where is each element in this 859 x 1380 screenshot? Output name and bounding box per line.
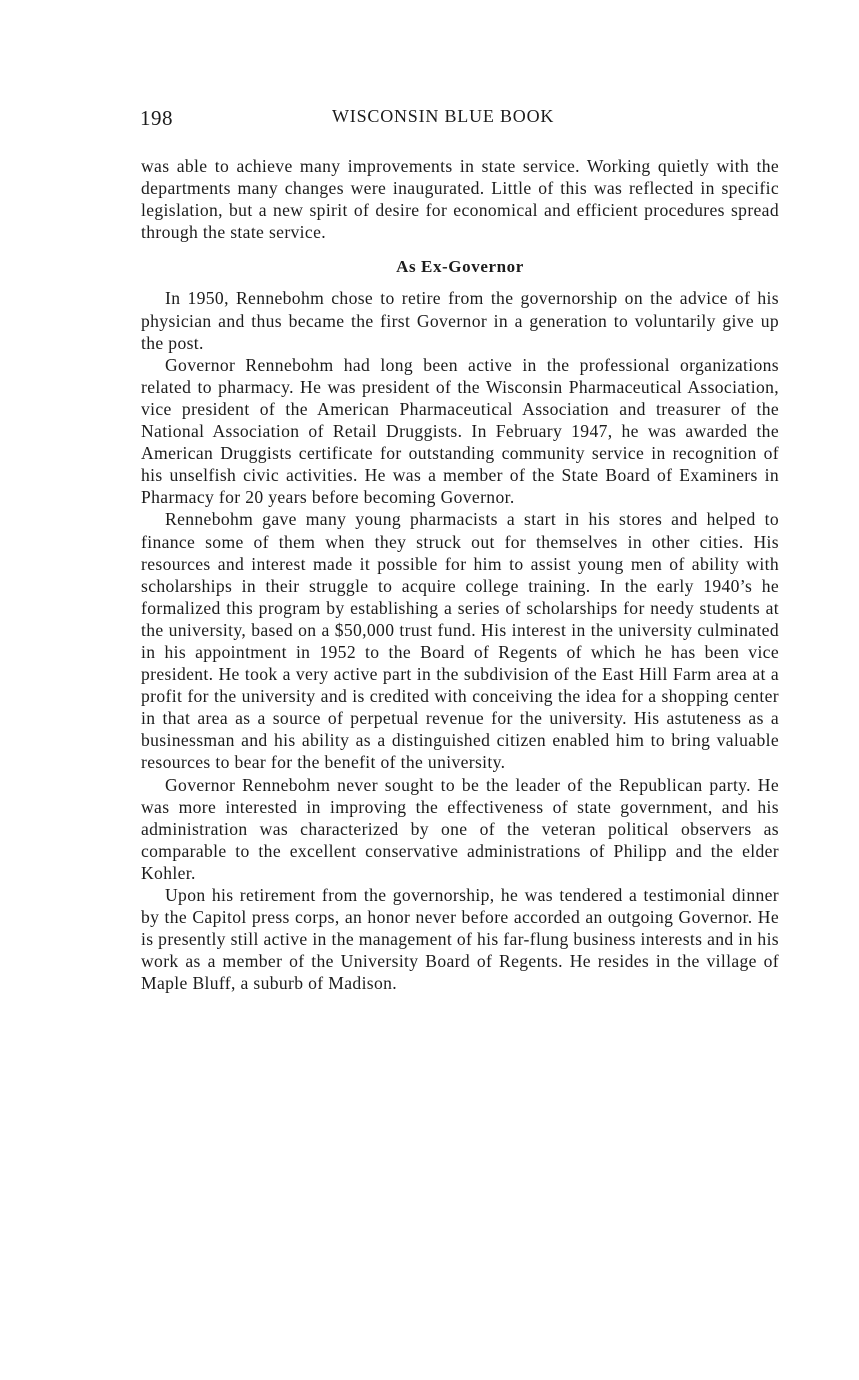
opening-paragraph: was able to achieve many improvements in state service. Working quietly with the departments many changes were inaugurated. Little of this was reflected in specific legislation, but a new spirit of desire for economical and efficient procedures spread through the state service. (141, 156, 779, 243)
section-heading: As Ex-Governor (396, 257, 524, 277)
paragraph-retirement: In 1950, Rennebohm chose to retire from the governorship on the advice of his physician and thus became the first Governor in a generation to voluntarily give up the post. (141, 288, 779, 353)
book-title: WISCONSIN BLUE BOOK (332, 106, 555, 126)
paragraph-republican-party: Governor Rennebohm never sought to be the leader of the Republican party. He was more interested in improving the effectiveness of state government, and his administration was characterized by one of the veteran political observers as comparable to the excellent conservative administrations of Philipp and the elder Kohler. (141, 774, 779, 883)
body-text (141, 155, 779, 994)
paragraph-testimonial-dinner: Upon his retirement from the governorship, he was tendered a testimonial dinner by the Capitol press corps, an honor never before accorded an outgoing Governor. He is presently still active in the management of his far-flung business interests and in his work as a member of the University Board of Regents. He resides in the village of Maple Bluff, a suburb of Madison. (141, 885, 780, 994)
running-head (140, 106, 780, 134)
paragraph-scholarships-university: Rennebohm gave many young pharmacists a start in his stores and helped to finance some of them when they struck out for themselves in other cities. His resources and interest made it possible for him to assist young men of ability with scholarships in their struggle to acquire college training. In the early 1940’s he formalized this program by establishing a series of scholarships for needy students at the university, based on a $50,000 trust fund. His interest in the university culminated in his appointment in 1952 to the Board of Regents of which he has been vice president. He took a very active part in the subdivision of the East Hill Farm area at a profit for the university and is credited with conceiving the idea for a shopping center in that area as a source of perpetual revenue for the university. His astuteness as a businessman and his ability as a distinguished citizen enabled him to bring valuable resources to bear for the benefit of the university. (141, 509, 779, 773)
paragraph-pharmacy-organizations: Governor Rennebohm had long been active in the professional organizations related to pharmacy. He was president of the Wisconsin Pharmaceutical Association, vice president of the American Pharmaceutical Association and treasurer of the National Association of Retail Druggists. In February 1947, he was awarded the American Druggists certificate for outstanding community service in recognition of his unselfish civic activities. He was a member of the State Board of Examiners in Pharmacy for 20 years before becoming Governor. (141, 354, 779, 508)
page-number: 198 (140, 106, 173, 130)
